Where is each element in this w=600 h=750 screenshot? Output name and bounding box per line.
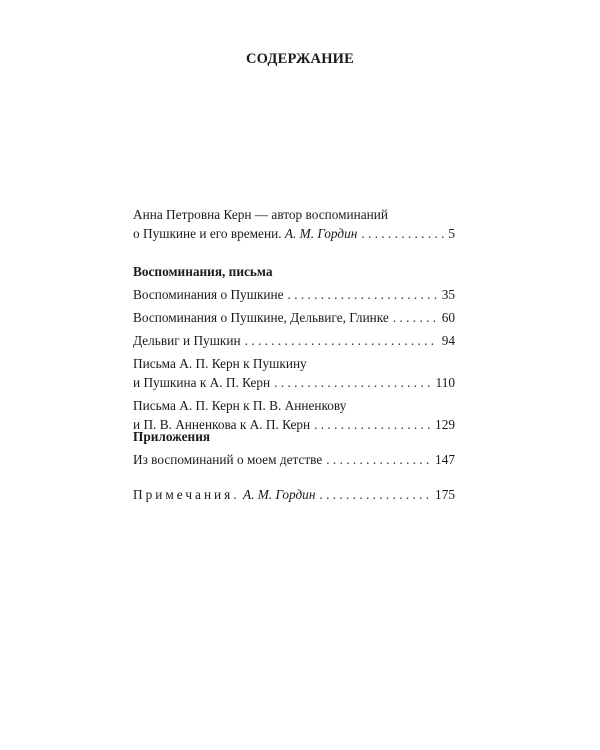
toc-entry-last-line: [133, 308, 455, 327]
dot-leader: [326, 450, 431, 469]
toc-entry-page: 94: [441, 333, 455, 348]
toc-entry-page: 175: [435, 487, 455, 502]
toc-notes: [133, 485, 455, 510]
toc-intro: [133, 205, 455, 249]
toc-entry-last-line: [133, 485, 455, 504]
toc-entry: [133, 485, 455, 504]
toc-entry-author: А. М. Гордин: [242, 487, 316, 502]
toc-entry: [133, 331, 455, 350]
toc-section-memoirs: [133, 262, 455, 438]
toc-entry: [133, 308, 455, 327]
section-heading: Приложения: [133, 429, 211, 444]
section-heading: Воспоминания, письма: [133, 264, 273, 279]
toc-entry: [133, 450, 455, 469]
dot-leader: [288, 285, 438, 304]
toc-entry-last-line: [133, 331, 455, 350]
toc-entry: [133, 285, 455, 304]
dot-leader: [245, 331, 438, 350]
toc-entry-last-line: [133, 373, 455, 392]
toc-entry-title-line1: Письма А. П. Керн к П. В. Анненкову: [133, 398, 347, 413]
dot-leader: [393, 308, 438, 327]
toc-entry-author: А. М. Гордин: [284, 226, 358, 241]
toc-entry-title: Воспоминания о Пушкине: [133, 287, 284, 302]
toc-entry-page: 35: [441, 287, 455, 302]
toc-entry-title-text: о Пушкине и его времени.: [133, 226, 282, 241]
toc-entry-page: 60: [441, 310, 455, 325]
dot-leader: [319, 485, 431, 504]
toc-entry-page: 5: [448, 226, 455, 241]
toc-entry-last-line: [133, 285, 455, 304]
toc-entry-title-line1: Анна Петровна Керн — автор воспоминаний: [133, 207, 389, 222]
toc-entry-title: Воспоминания о Пушкине, Дельвиге, Глинке: [133, 310, 389, 325]
toc-entry-page: 110: [435, 375, 455, 390]
toc-entry-page: 147: [435, 452, 455, 467]
toc-entry-page: 129: [435, 417, 455, 432]
toc-entry-title-line1: Письма А. П. Керн к Пушкину: [133, 356, 307, 371]
toc-entry-title: [133, 485, 315, 504]
notes-label: Примечания.: [133, 487, 240, 502]
dot-leader: [274, 373, 431, 392]
toc-entry-last-line: [133, 224, 455, 243]
toc-entry-title-line2: и Пушкина к А. П. Керн: [133, 375, 271, 390]
toc-section-appendices: [133, 427, 455, 475]
toc-entry-title-line2: и П. В. Анненкова к А. П. Керн: [133, 417, 311, 432]
dot-leader: [361, 224, 444, 243]
toc-entry-title-line2: [133, 224, 357, 243]
page-title: СОДЕРЖАНИЕ: [245, 51, 355, 67]
toc-entry-title: Из воспоминаний о моем детстве: [133, 452, 323, 467]
toc-entry: [133, 205, 455, 243]
toc-entry-title: Дельвиг и Пушкин: [133, 333, 241, 348]
toc-entry: [133, 354, 455, 392]
toc-entry-last-line: [133, 450, 455, 469]
